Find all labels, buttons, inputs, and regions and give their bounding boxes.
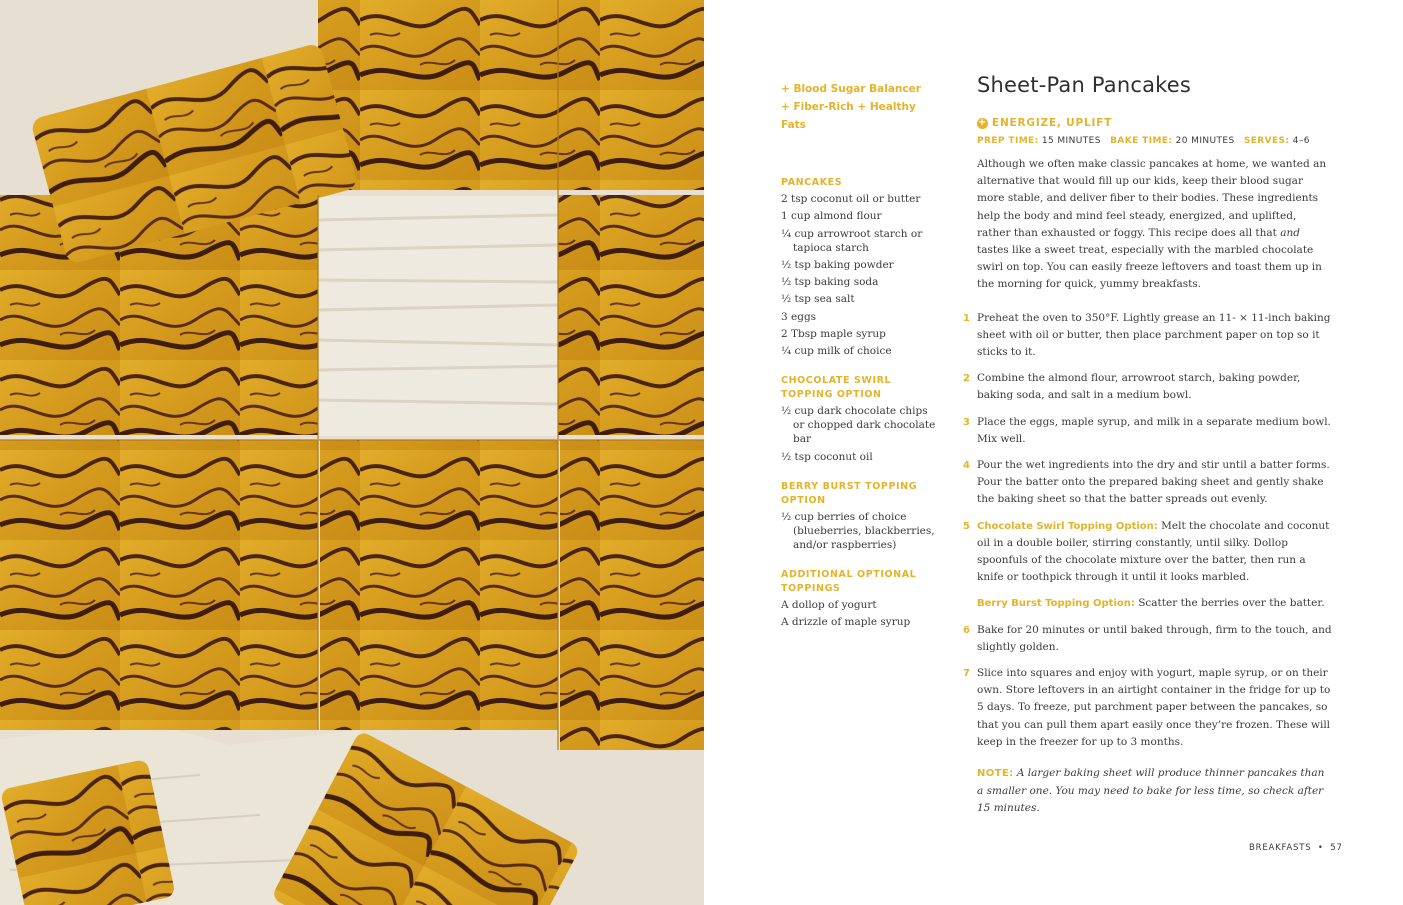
ingredient-item: ½ cup dark chocolate chips or chopped dark chocolate bar — [781, 405, 936, 446]
ingredients-sidebar — [781, 80, 941, 632]
note-label: NOTE: — [977, 768, 1014, 780]
recipe-title: Sheet-Pan Pancakes — [977, 73, 1192, 97]
bake-time-label: BAKE TIME: — [1110, 136, 1173, 146]
recipe-intro — [977, 156, 1333, 294]
note-text: A larger baking sheet will produce thinner pancakes than a smaller one. You may need to bake for less time, so check after 15 minutes. — [977, 767, 1325, 814]
step-item — [963, 414, 1333, 448]
ingredient-item: A drizzle of maple syrup — [781, 615, 911, 628]
step-item — [977, 595, 1333, 612]
ingredient-item: ½ tsp baking soda — [781, 276, 879, 289]
benefit-line — [977, 116, 1333, 130]
tag-fiber-fats: + Fiber-Rich + Healthy Fats — [781, 101, 916, 131]
ingredient-heading: BERRY BURST TOPPING OPTION — [781, 480, 918, 506]
ingredient-item: ¼ cup arrowroot starch or tapioca starch — [781, 227, 923, 254]
step-number: 7 — [963, 668, 970, 680]
ingredient-heading: PANCAKES — [781, 177, 843, 188]
ingredient-section-optional — [781, 568, 941, 629]
plus-circle-icon: + — [977, 117, 988, 128]
ingredient-section-berry — [781, 480, 941, 552]
step-text: Combine the almond flour, arrowroot starch, baking powder, baking soda, and salt in a medium bowl. — [977, 372, 1301, 402]
step-item — [963, 518, 1333, 587]
step-text: Place the eggs, maple syrup, and milk in a separate medium bowl. Mix well. — [977, 415, 1331, 445]
step-text: Preheat the oven to 350°F. Lightly grease an 11- × 11-inch baking sheet with oil or butter, then place parchment paper on top so it sticks to it. — [977, 311, 1331, 359]
tag-blood-sugar: + Blood Sugar Balancer — [781, 83, 921, 95]
ingredient-item: ½ tsp coconut oil — [781, 450, 873, 463]
step-number: 4 — [963, 460, 970, 472]
ingredient-item: A dollop of yogurt — [781, 598, 877, 611]
ingredient-heading: ADDITIONAL OPTIONAL TOPPINGS — [781, 568, 917, 594]
step-number: 2 — [963, 373, 970, 385]
intro-text: tastes like a sweet treat, especially with the marbled chocolate swirl on top. You can easily freeze leftovers and toast them up in the morning for quick, yummy breakfasts. — [977, 244, 1322, 291]
ingredient-item: 3 eggs — [781, 310, 817, 323]
ingredient-item: ½ tsp baking powder — [781, 258, 894, 271]
ingredient-item: ¼ cup milk of choice — [781, 345, 892, 358]
step-text: Pour the wet ingredients into the dry and stir until a batter forms. Pour the batter onto the prepared baking sheet and gently shake the baking sheet so that the batter spreads out evenly. — [977, 459, 1330, 506]
footer-section: BREAKFASTS — [1249, 843, 1312, 853]
recipe-steps — [963, 310, 1333, 751]
step-item — [963, 370, 1333, 404]
ingredient-list — [781, 192, 941, 358]
step-option-label: Chocolate Swirl Topping Option: — [977, 520, 1158, 532]
ingredient-item: 1 cup almond flour — [781, 210, 882, 223]
page-number: 57 — [1330, 843, 1343, 853]
ingredient-heading: CHOCOLATE SWIRL TOPPING OPTION — [781, 375, 892, 401]
recipe-note — [977, 765, 1333, 817]
serves-value: 4–6 — [1292, 136, 1310, 146]
step-text: Slice into squares and enjoy with yogurt, maple syrup, or on their own. Store leftovers in an airtight container in the fridge for up to 5 days. To freeze, put parchment paper between the pancakes, so that you can pull them apart easily once they’re frozen. These will keep in the freezer for up to 3 months. — [977, 667, 1331, 748]
ingredient-section-chocolate — [781, 374, 941, 463]
ingredient-item: 2 tsp coconut oil or butter — [781, 193, 921, 205]
prep-time-value: 15 MINUTES — [1041, 136, 1101, 146]
recipe-meta — [977, 134, 1333, 148]
step-text: Melt the chocolate and coconut oil in a double boiler, stirring constantly, until silky. Dollop spoonfuls of the chocolate mixture over the batter, then run a knife or toothpick through it until it looks marbled. — [977, 519, 1330, 584]
step-text: Scatter the berries over the batter. — [1134, 597, 1325, 610]
step-number: 5 — [963, 520, 970, 532]
step-number: 3 — [963, 416, 970, 428]
step-item — [963, 622, 1333, 656]
ingredient-list — [781, 404, 941, 463]
recipe-body — [963, 70, 1333, 817]
step-item — [963, 457, 1333, 509]
benefit-text: ENERGIZE, UPLIFT — [992, 117, 1113, 129]
ingredient-list — [781, 598, 941, 629]
ingredient-item: ½ cup berries of choice (blueberries, blackberries, and/or raspberries) — [781, 510, 935, 551]
ingredient-item: 2 Tbsp maple syrup — [781, 328, 886, 341]
ingredient-list — [781, 510, 941, 552]
ingredient-item: ½ tsp sea salt — [781, 293, 855, 306]
step-option-label: Berry Burst Topping Option: — [977, 598, 1135, 610]
step-number: 1 — [963, 312, 970, 324]
recipe-tags — [781, 80, 941, 134]
intro-emphasis: and — [1280, 226, 1300, 239]
serves-label: SERVES: — [1243, 136, 1290, 146]
step-number: 6 — [963, 624, 970, 636]
prep-time-label: PREP TIME: — [977, 136, 1039, 146]
page-footer — [1249, 843, 1343, 853]
ingredient-section-pancakes — [781, 176, 941, 358]
intro-text: Although we often make classic pancakes at home, we wanted an alternative that would fill up our kids, keep their blood sugar more stable, and deliver fiber to their bodies. These ingredients help the body and mind feel steady, energized, and uplifted, rather than exhausted or foggy. This recipe does all that — [977, 158, 1327, 239]
step-item — [963, 310, 1333, 362]
bake-time-value: 20 MINUTES — [1175, 136, 1235, 146]
step-text: Bake for 20 minutes or until baked through, firm to the touch, and slightly golden. — [977, 623, 1332, 653]
step-item — [963, 665, 1333, 751]
footer-separator: • — [1317, 843, 1324, 853]
